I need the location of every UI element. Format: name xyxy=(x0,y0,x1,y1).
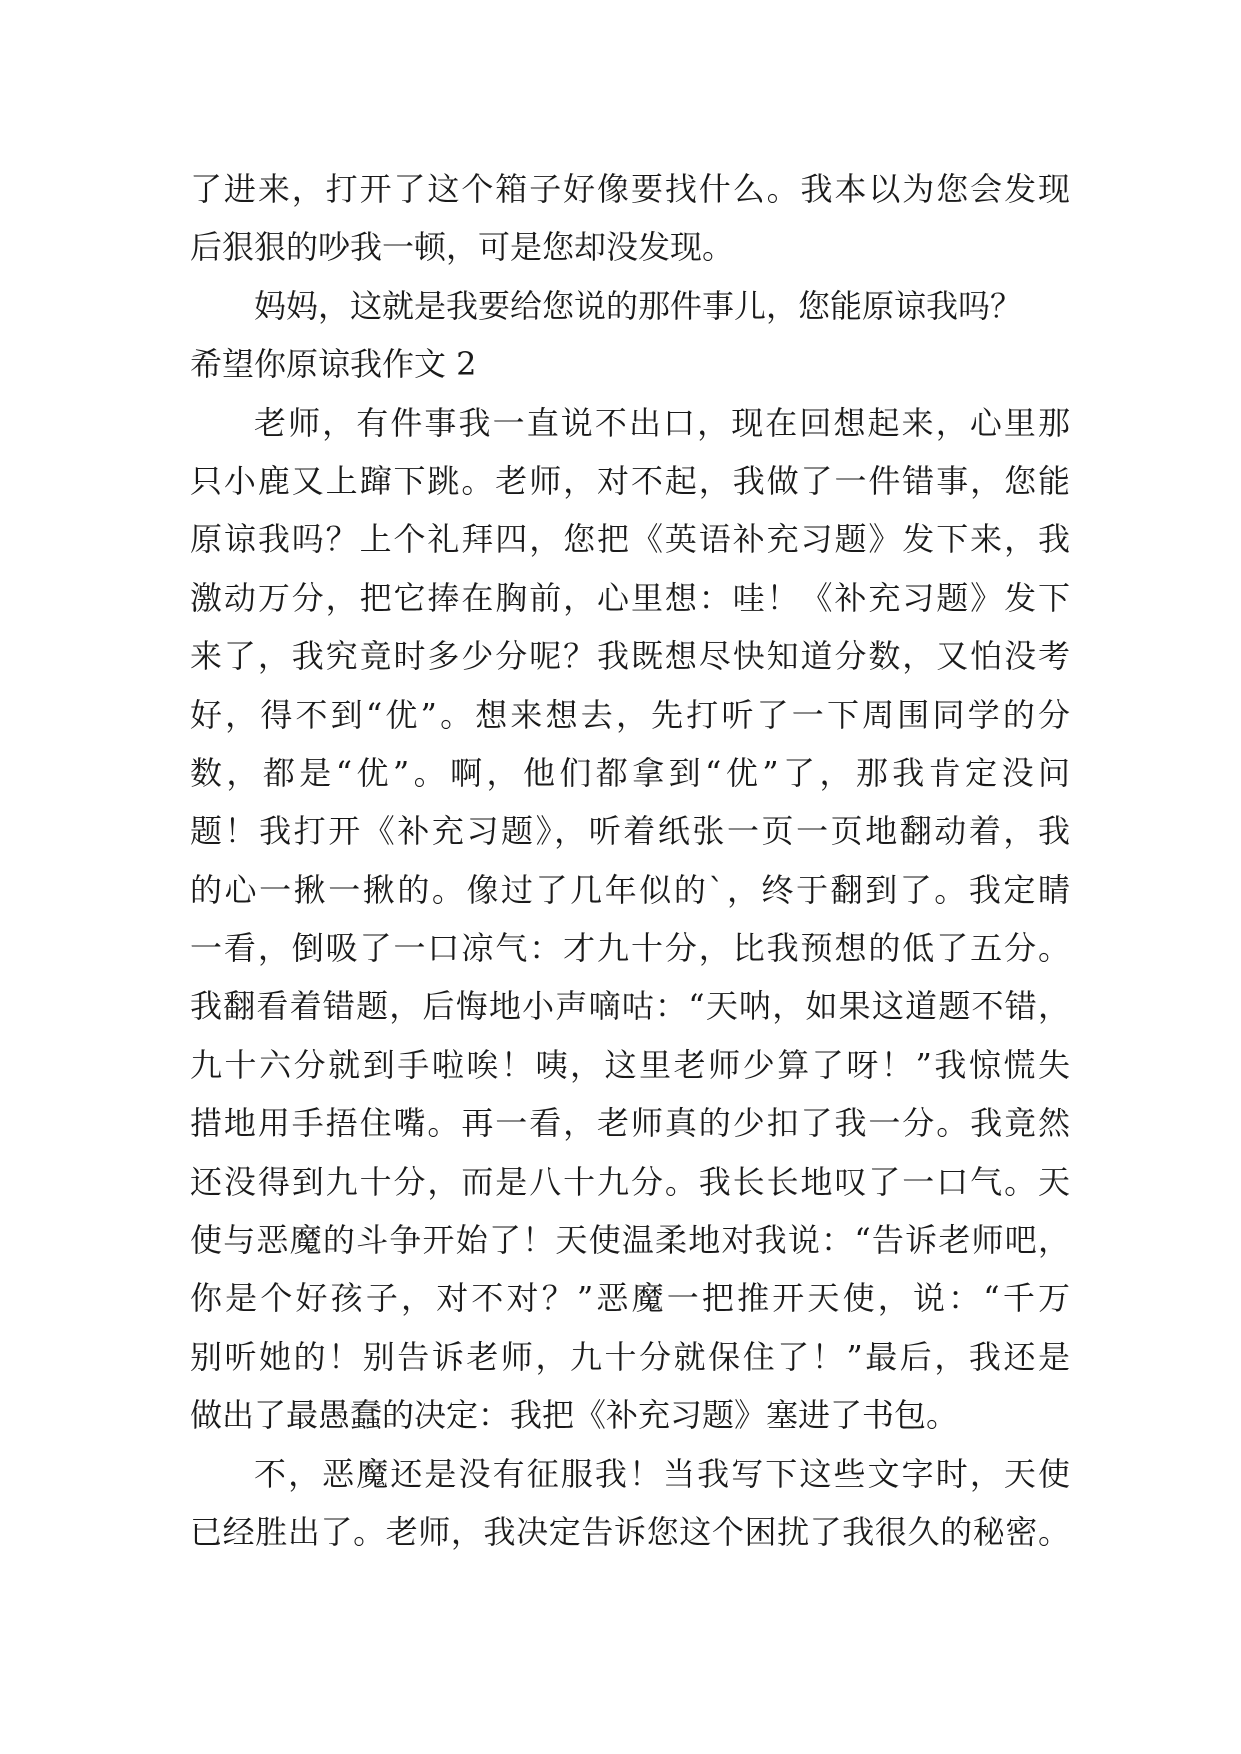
text-line: 使与恶魔的斗争开始了！天使温柔地对我说：“告诉老师吧， xyxy=(190,1221,1070,1260)
text-line: 只小鹿又上蹿下跳。老师，对不起，我做了一件错事，您能 xyxy=(190,461,1070,500)
section-title xyxy=(190,335,1070,393)
text-line: 做出了最愚蠢的决定：我把《补充习题》塞进了书包。 xyxy=(190,1396,959,1435)
text-line: 不，恶魔还是没有征服我！当我写下这些文字时，天使 xyxy=(254,1454,1070,1493)
text-line: 妈妈，这就是我要给您说的那件事儿，您能原谅我吗？ xyxy=(254,286,1023,325)
text-line: 题！我打开《补充习题》，听着纸张一页一页地翻动着，我 xyxy=(190,812,1070,851)
text-line: 措地用手捂住嘴。再一看，老师真的少扣了我一分。我竟然 xyxy=(190,1104,1070,1143)
text-line: 还没得到九十分，而是八十九分。我长长地叹了一口气。天 xyxy=(190,1162,1070,1201)
text-line: 的心一揪一揪的。像过了几年似的`，终于翻到了。我定睛 xyxy=(190,870,1070,909)
document-body xyxy=(190,160,1070,1561)
paragraph-teacher xyxy=(190,394,1070,1445)
text-line: 你是个好孩子，对不对？”恶魔一把推开天使，说：“千万 xyxy=(190,1279,1070,1318)
text-line: 数，都是“优”。啊，他们都拿到“优”了，那我肯定没问 xyxy=(190,753,1070,792)
text-line: 已经胜出了。老师，我决定告诉您这个困扰了我很久的秘密。 xyxy=(190,1512,1070,1551)
paragraph-intro xyxy=(190,160,1070,277)
text-line: 我翻看着错题，后悔地小声嘀咕：“天呐，如果这道题不错， xyxy=(190,987,1070,1026)
essay-title: 希望你原谅我作文 2 xyxy=(190,345,477,384)
text-line: 一看，倒吸了一口凉气：才九十分，比我预想的低了五分。 xyxy=(190,929,1070,968)
paragraph-final xyxy=(190,1445,1070,1562)
text-line: 了进来，打开了这个箱子好像要找什么。我本以为您会发现 xyxy=(190,170,1070,208)
text-line: 别听她的！别告诉老师，九十分就保住了！”最后，我还是 xyxy=(190,1337,1070,1376)
text-line: 来了，我究竟时多少分呢？我既想尽快知道分数，又怕没考 xyxy=(190,637,1070,676)
text-line: 老师，有件事我一直说不出口，现在回想起来，心里那 xyxy=(254,403,1070,442)
text-line: 好，得不到“优”。想来想去，先打听了一下周围同学的分 xyxy=(190,695,1070,734)
text-line: 激动万分，把它捧在胸前，心里想：哇！《补充习题》发下 xyxy=(190,578,1070,617)
text-line: 后狠狠的吵我一顿，可是您却没发现。 xyxy=(190,228,735,267)
text-line: 原谅我吗？上个礼拜四，您把《英语补充习题》发下来，我 xyxy=(190,520,1070,559)
text-line: 九十六分就到手啦唉！咦，这里老师少算了呀！”我惊慌失 xyxy=(190,1045,1070,1084)
paragraph-mom xyxy=(190,277,1070,335)
